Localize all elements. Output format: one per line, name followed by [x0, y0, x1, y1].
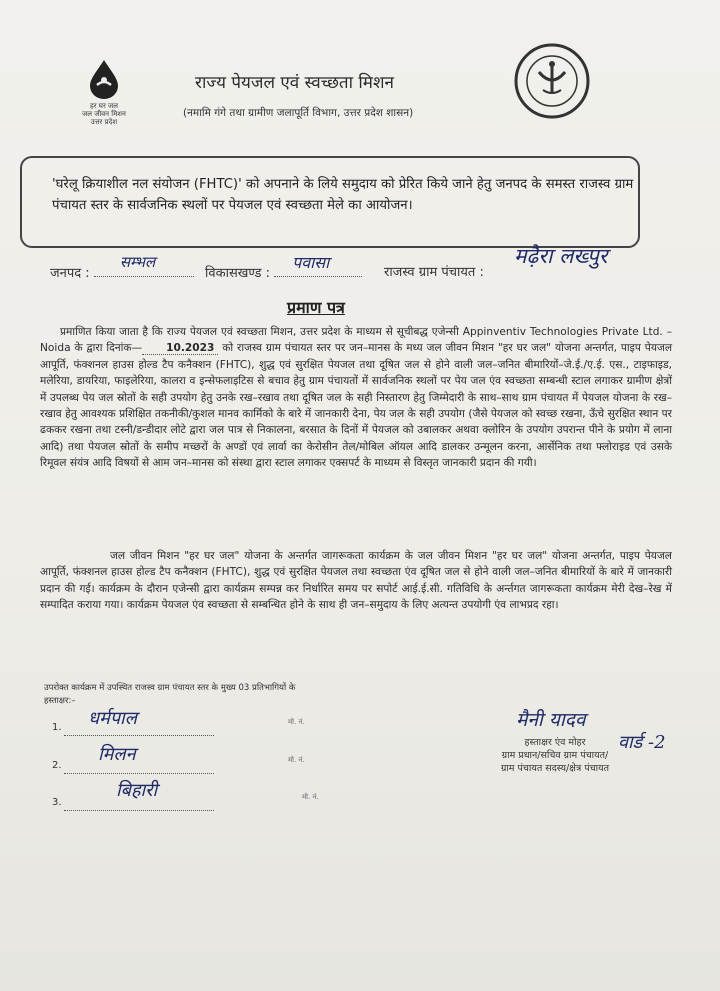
block-field [205, 253, 362, 281]
certificate-paragraph-2: जल जीवन मिशन "हर घर जल" योजना के अन्तर्गत जागरूकता कार्यक्रम के जल जीवन मिशन "हर घर जल" योजना अन्तर्गत, पाइप पेयजल आपूर्ति, फंक्शनल हाउस होल्ड टैप कनैक्शन (FHTC), शुद्ध एवं सुरक्षित पेयजल तथा स्वच्छता एंव दूषित जल से होने वाली जल–जनित बीमारियों के बारे में जानकारी प्रदान की गई। कार्यक्रम के दौरान एजेन्सी द्वारा कार्यक्रम सम्पन्न कर निर्धारित समय पर सपोर्ट आई.ई.सी. गतिविधि के अर्न्तगत जागरूकता कार्यक्रम मेरी देख–रेख में सम्पादित कराया गया। कार्यक्रम पेयजल एंव स्वच्छता से सम्बन्धित होने के साथ ही जन–समुदाय के लिए अत्यन्त उपयोगी एंव लाभप्रद रहा। [40, 550, 672, 612]
panchayat-value: मढ़ैरा लख्पुर [514, 244, 608, 268]
certificate-paragraph-1 [40, 324, 672, 472]
signatory-block [470, 736, 640, 775]
logo-caption-1: हर घर जल [90, 102, 118, 110]
district-value: सम्भल [119, 253, 156, 271]
participant-signature-3: बिहारी [116, 780, 158, 801]
certificate-heading: प्रमाण पत्र [287, 298, 345, 317]
event-banner-box [20, 156, 640, 248]
participant-row-2: 2. [52, 760, 62, 771]
mobile-label-3: मो. नं. [302, 793, 319, 801]
signatory-line-2: ग्राम प्रधान/सचिव ग्राम पंचायत/ [501, 750, 609, 761]
water-drop-icon [84, 58, 124, 100]
para1-body: को राजस्व ग्राम पंचायत स्तर पर जन–मानस के मध्य जल जीवन मिशन "हर घर जल" योजना अन्तर्गत, पाइप पेयजल आपूर्ति, फंक्शनल हाउस होल्ड टैप कनैक्शन (FHTC), शुद्ध एवं सुरक्षित पेयजल तथा दूषित जल से होने वाली जल–जनित बीमारियों–जे.ई./ए.ई. एस., टाइफाइड, मलेरिया, डायरिया, फाइलेरिया, कालरा व इन्सेफलाइटिस से बचाव हेतु ग्राम पंचायतों में सार्वजनिक स्थलों पर पेय जल एंव स्वच्छता सम्बन्धी स्टाल लगाकर ग्रामीण क्षेत्रों में उपलब्ध पेय जल स्रोतों के सही उपयोग हेतु उनके रख–रखाव तथा दूषित जल के सही निस्तारण हेतु जिम्मेदारी के साथ–साथ ग्राम पंचायत में पेयजल योजना के रख–रखाव हेतु आवश्यक प्रशिक्षित तकनीकी/कुशल मानव कार्मिको के बारे में जानकारी देना, पेय जल के सही उपयोग (जैसे पेयजल को स्वच्छ रखना, ऊँचे सुरक्षित स्थान पर ढककर रखना तथा टस्नी/डन्डीदार लोटे द्वारा जल पात्र से निकालना, बरसात के दिनों में पेयजल को उबालकर अथवा क्लोरिन के उपयोग उपरान्त पीने के प्रयोग में लाना आदि) तथा पेयजल स्रोतों के समीप मच्छरों के अण्डों एवं लार्वा का केरोसीन तेल/मोबिल ऑयल आदि डालकर उन्मूलन करना, आर्सेनिक तथा फ्लोराइड एवं उसके रिमूवल संयंत्र आदि विषयों से आम जन–मानस को संस्था द्वारा स्टाल लगाकर एक्सपर्ट के माध्यम से विस्तृत जानकारी प्रदान की गयी। [40, 342, 673, 470]
logo-caption-3: उत्तर प्रदेश [90, 118, 118, 126]
page-title: राज्य पेयजल एवं स्वच्छता मिशन [195, 73, 394, 93]
participant-signature-2: मिलन [98, 744, 136, 765]
panchayat-field [384, 244, 608, 280]
pradhan-signature: मैनी यादव [516, 709, 586, 731]
participant-row-1: 1. [52, 722, 62, 733]
panchayat-label: राजस्व ग्राम पंचायत : [384, 265, 484, 280]
up-government-seal [513, 42, 591, 120]
district-field [50, 253, 194, 281]
logo-caption-2: जल जीवन मिशन [82, 110, 126, 118]
participant-signature-1: धर्मपाल [88, 708, 137, 729]
block-label: विकासखण्ड : [205, 266, 271, 281]
para1-intro: प्रमाणित किया जाता है कि राज्य पेयजल एवं स्वच्छता मिशन, उत्तर प्रदेश के माध्यम से सूचीबद्ध एजेन्सी Appinventiv Technologies Private Ltd. – Noida के द्वारा दिनांक— [40, 326, 672, 355]
signatory-line-1: हस्ताक्षर एंव मोहर [524, 737, 586, 748]
mobile-label-1: मो. नं. [288, 718, 305, 726]
har-ghar-jal-logo [74, 58, 134, 128]
event-date: 10.2023 [142, 342, 218, 355]
district-label: जनपद : [50, 266, 90, 281]
signatory-line-3: ग्राम पंचायत सदस्य/क्षेत्र पंचायत [500, 763, 610, 774]
participant-row-3: 3. [52, 797, 62, 808]
block-value: पवासा [292, 253, 330, 272]
page-subtitle: (नमामि गंगे तथा ग्रामीण जलापूर्ति विभाग, उत्तर प्रदेश शासन) [183, 107, 414, 119]
ward-annotation: वार्ड -2 [618, 732, 666, 753]
event-banner-text: 'घरेलू क्रियाशील नल संयोजन (FHTC)' को अपनाने के लिये समुदाय को प्रेरित किये जाने हेतु जनपद के समस्त राजस्व ग्राम पंचायत स्तर के सार्वजनिक स्थलों पर पेयजल एवं स्वच्छता मेले का आयोजन। [52, 177, 634, 213]
mobile-label-2: मो. नं. [288, 756, 305, 764]
participants-intro: उपरोक्त कार्यक्रम में उपस्थित राजस्व ग्राम पंचायत स्तर के मुख्य 03 प्रतिभागियों के हस्ताक्षर:– [44, 683, 296, 706]
